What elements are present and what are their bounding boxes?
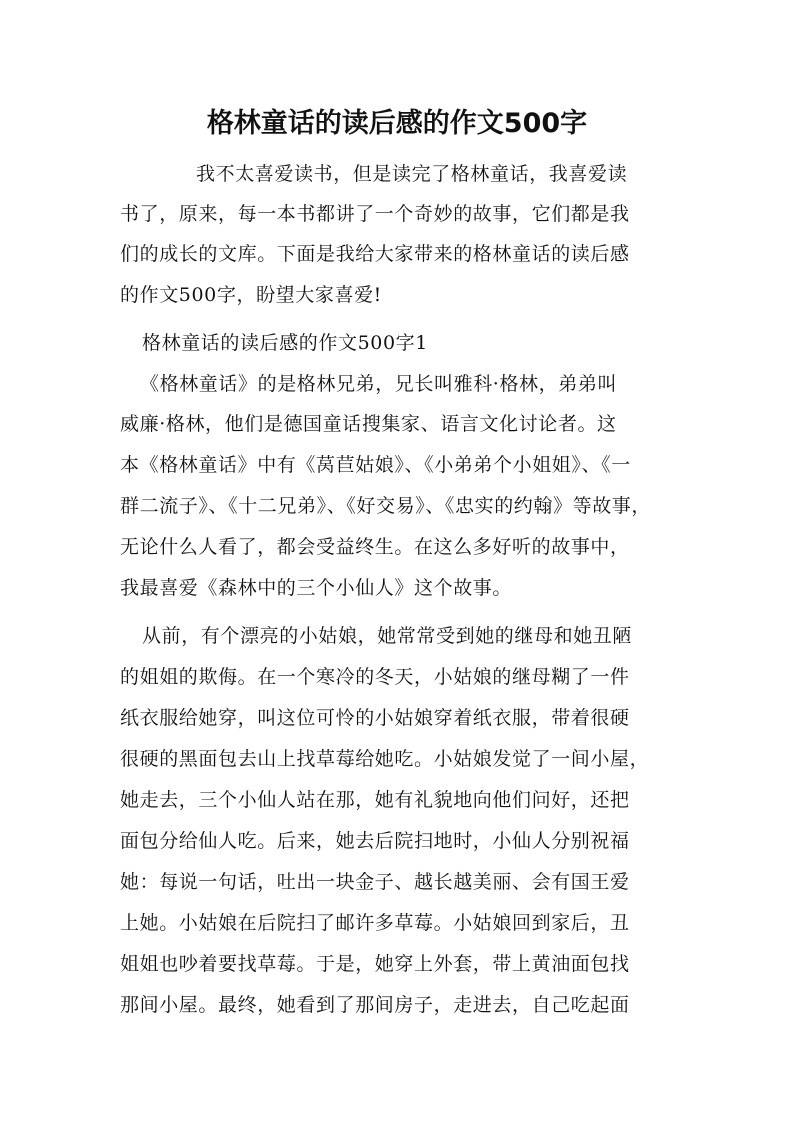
intro-line: 我不太喜爱读书，但是读完了格林童话，我喜爱读 — [196, 163, 628, 185]
paragraph-line: 我最喜爱《森林中的三个小仙人》这个故事。 — [120, 577, 513, 599]
document-title: 格林童话的读后感的作文500字 — [206, 108, 588, 139]
intro-line: 们的成长的文库。下面是我给大家带来的格林童话的读后感 — [120, 243, 630, 265]
paragraph-line: 从前，有个漂亮的小姑娘，她常常受到她的继母和她丑陋 — [142, 625, 633, 647]
paragraph-line: 纸衣服给她穿，叫这位可怜的小姑娘穿着纸衣服，带着很硬 — [120, 707, 630, 729]
paragraph-line: 本《格林童话》中有《莴苣姑娘》、《小弟弟个小姐姐》、《一 — [120, 454, 631, 476]
paragraph-line: 很硬的黑面包去山上找草莓给她吃。小姑娘发觉了一间小屋， — [120, 748, 650, 770]
paragraph-line: 那间小屋。最终，她看到了那间房子，走进去，自己吃起面 — [120, 994, 630, 1016]
paragraph-line: 她：每说一句话，吐出一块金子、越长越美丽、会有国王爱 — [120, 871, 630, 893]
section-heading: 格林童话的读后感的作文500字1 — [142, 332, 428, 354]
paragraph-line: 的姐姐的欺侮。在一个寒冷的冬天，小姑娘的继母糊了一件 — [120, 666, 630, 688]
intro-line: 的作文500字，盼望大家喜爱! — [120, 284, 382, 306]
paragraph-line: 面包分给仙人吃。后来，她去后院扫地时，小仙人分别祝福 — [120, 830, 630, 852]
paragraph-line: 威廉·格林，他们是德国童话搜集家、语言文化讨论者。这 — [120, 413, 617, 435]
paragraph-line: 群二流子》、《十二兄弟》、《好交易》、《忠实的约翰》等故事， — [120, 495, 652, 517]
paragraph-line: 她走去，三个小仙人站在那，她有礼貌地向他们问好，还把 — [120, 789, 630, 811]
paragraph-line: 上她。小姑娘在后院扫了邮许多草莓。小姑娘回到家后，丑 — [120, 912, 630, 934]
paragraph-line: 姐姐也吵着要找草莓。于是，她穿上外套，带上黄油面包找 — [120, 953, 630, 975]
paragraph-line: 《格林童话》的是格林兄弟，兄长叫雅科·格林，弟弟叫 — [140, 373, 618, 395]
paragraph-line: 无论什么人看了，都会受益终生。在这么多好听的故事中， — [120, 536, 630, 558]
intro-line: 书了，原来，每一本书都讲了一个奇妙的故事，它们都是我 — [120, 203, 630, 225]
